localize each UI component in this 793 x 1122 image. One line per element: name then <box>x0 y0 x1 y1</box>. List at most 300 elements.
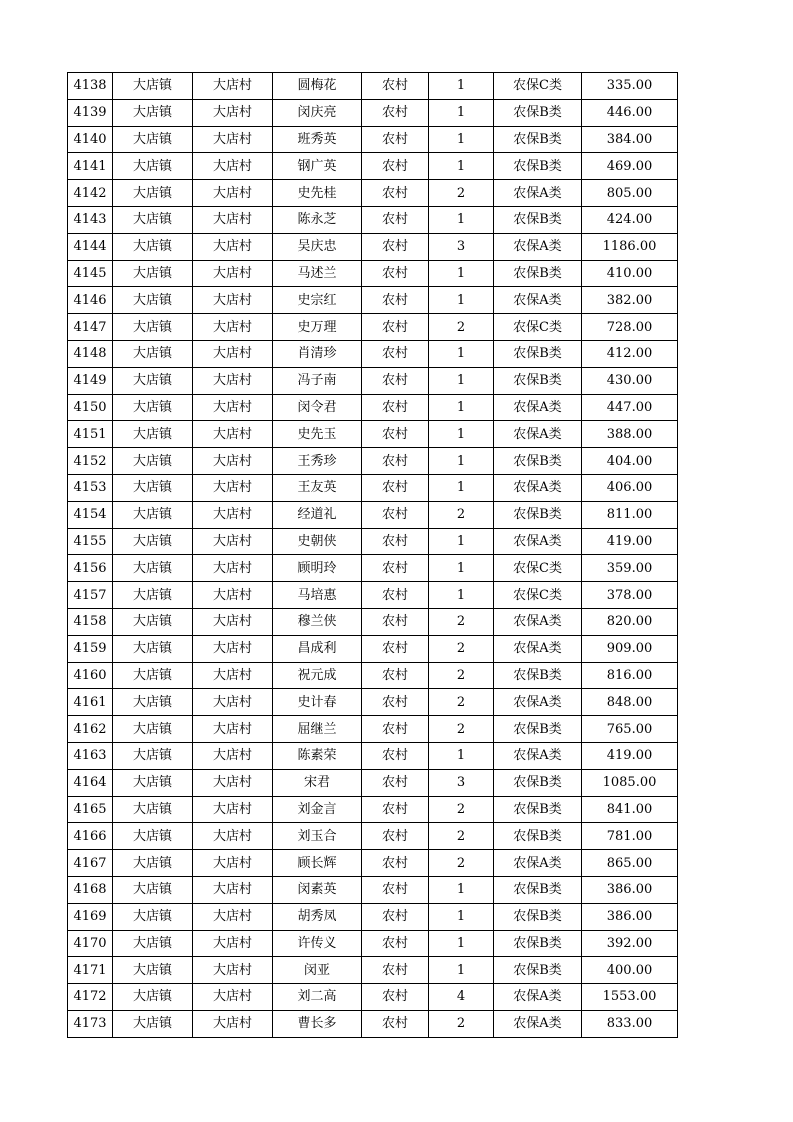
table-row <box>68 876 678 903</box>
record-number-cell: 4151 <box>68 421 113 448</box>
household-type-cell: 农村 <box>362 260 429 287</box>
household-type-cell: 农村 <box>362 528 429 555</box>
insurance-category-cell: 农保B类 <box>494 823 582 850</box>
village-cell: 大店村 <box>193 394 273 421</box>
person-name-cell: 刘二高 <box>273 984 362 1011</box>
insurance-category-cell: 农保A类 <box>494 394 582 421</box>
town-cell: 大店镇 <box>113 984 193 1011</box>
table-row <box>68 796 678 823</box>
village-cell: 大店村 <box>193 73 273 100</box>
insurance-category-cell: 农保A类 <box>494 474 582 501</box>
amount-cell: 378.00 <box>582 582 678 609</box>
household-type-cell: 农村 <box>362 474 429 501</box>
amount-cell: 430.00 <box>582 367 678 394</box>
table-row <box>68 474 678 501</box>
village-cell: 大店村 <box>193 796 273 823</box>
town-cell: 大店镇 <box>113 850 193 877</box>
household-type-cell: 农村 <box>362 126 429 153</box>
table-row <box>68 421 678 448</box>
household-size-cell: 2 <box>429 850 494 877</box>
amount-cell: 833.00 <box>582 1010 678 1037</box>
person-name-cell: 曹长多 <box>273 1010 362 1037</box>
household-type-cell: 农村 <box>362 662 429 689</box>
town-cell: 大店镇 <box>113 930 193 957</box>
person-name-cell: 祝元成 <box>273 662 362 689</box>
insurance-category-cell: 农保B类 <box>494 903 582 930</box>
amount-cell: 335.00 <box>582 73 678 100</box>
village-cell: 大店村 <box>193 957 273 984</box>
town-cell: 大店镇 <box>113 367 193 394</box>
household-size-cell: 2 <box>429 796 494 823</box>
record-number-cell: 4156 <box>68 555 113 582</box>
village-cell: 大店村 <box>193 635 273 662</box>
household-type-cell: 农村 <box>362 153 429 180</box>
village-cell: 大店村 <box>193 126 273 153</box>
amount-cell: 392.00 <box>582 930 678 957</box>
town-cell: 大店镇 <box>113 180 193 207</box>
household-size-cell: 2 <box>429 314 494 341</box>
table-row <box>68 367 678 394</box>
insurance-category-cell: 农保A类 <box>494 528 582 555</box>
amount-cell: 469.00 <box>582 153 678 180</box>
town-cell: 大店镇 <box>113 528 193 555</box>
village-cell: 大店村 <box>193 340 273 367</box>
table-row <box>68 206 678 233</box>
amount-cell: 400.00 <box>582 957 678 984</box>
person-name-cell: 史朝侠 <box>273 528 362 555</box>
amount-cell: 816.00 <box>582 662 678 689</box>
household-type-cell: 农村 <box>362 367 429 394</box>
record-number-cell: 4168 <box>68 876 113 903</box>
record-number-cell: 4162 <box>68 716 113 743</box>
household-size-cell: 1 <box>429 903 494 930</box>
amount-cell: 909.00 <box>582 635 678 662</box>
village-cell: 大店村 <box>193 850 273 877</box>
insurance-category-cell: 农保A类 <box>494 233 582 260</box>
household-type-cell: 农村 <box>362 233 429 260</box>
household-type-cell: 农村 <box>362 99 429 126</box>
amount-cell: 447.00 <box>582 394 678 421</box>
village-cell: 大店村 <box>193 662 273 689</box>
household-size-cell: 1 <box>429 206 494 233</box>
person-name-cell: 刘金言 <box>273 796 362 823</box>
town-cell: 大店镇 <box>113 742 193 769</box>
person-name-cell: 史万理 <box>273 314 362 341</box>
record-number-cell: 4172 <box>68 984 113 1011</box>
amount-cell: 1553.00 <box>582 984 678 1011</box>
household-size-cell: 1 <box>429 126 494 153</box>
village-cell: 大店村 <box>193 528 273 555</box>
amount-cell: 424.00 <box>582 206 678 233</box>
household-type-cell: 农村 <box>362 448 429 475</box>
household-size-cell: 1 <box>429 876 494 903</box>
household-size-cell: 1 <box>429 394 494 421</box>
table-body <box>68 73 678 1038</box>
household-size-cell: 2 <box>429 501 494 528</box>
insurance-category-cell: 农保B类 <box>494 501 582 528</box>
record-number-cell: 4142 <box>68 180 113 207</box>
amount-cell: 865.00 <box>582 850 678 877</box>
insurance-category-cell: 农保A类 <box>494 608 582 635</box>
household-size-cell: 1 <box>429 260 494 287</box>
record-number-cell: 4171 <box>68 957 113 984</box>
person-name-cell: 屈继兰 <box>273 716 362 743</box>
town-cell: 大店镇 <box>113 233 193 260</box>
table-row <box>68 180 678 207</box>
person-name-cell: 史计春 <box>273 689 362 716</box>
insurance-category-cell: 农保B类 <box>494 662 582 689</box>
record-number-cell: 4159 <box>68 635 113 662</box>
record-number-cell: 4161 <box>68 689 113 716</box>
table-row <box>68 448 678 475</box>
table-row <box>68 260 678 287</box>
town-cell: 大店镇 <box>113 314 193 341</box>
insurance-category-cell: 农保A类 <box>494 287 582 314</box>
town-cell: 大店镇 <box>113 73 193 100</box>
household-size-cell: 1 <box>429 957 494 984</box>
table-row <box>68 233 678 260</box>
town-cell: 大店镇 <box>113 99 193 126</box>
amount-cell: 446.00 <box>582 99 678 126</box>
insurance-category-cell: 农保A类 <box>494 1010 582 1037</box>
amount-cell: 404.00 <box>582 448 678 475</box>
town-cell: 大店镇 <box>113 421 193 448</box>
insurance-category-cell: 农保B类 <box>494 367 582 394</box>
village-cell: 大店村 <box>193 287 273 314</box>
insurance-category-cell: 农保B类 <box>494 206 582 233</box>
amount-cell: 386.00 <box>582 903 678 930</box>
insurance-category-cell: 农保C类 <box>494 582 582 609</box>
household-type-cell: 农村 <box>362 421 429 448</box>
table-row <box>68 314 678 341</box>
household-type-cell: 农村 <box>362 1010 429 1037</box>
record-number-cell: 4167 <box>68 850 113 877</box>
record-number-cell: 4145 <box>68 260 113 287</box>
record-number-cell: 4166 <box>68 823 113 850</box>
town-cell: 大店镇 <box>113 608 193 635</box>
household-size-cell: 1 <box>429 474 494 501</box>
table-row <box>68 742 678 769</box>
record-number-cell: 4153 <box>68 474 113 501</box>
household-type-cell: 农村 <box>362 716 429 743</box>
town-cell: 大店镇 <box>113 662 193 689</box>
insurance-category-cell: 农保A类 <box>494 421 582 448</box>
town-cell: 大店镇 <box>113 1010 193 1037</box>
town-cell: 大店镇 <box>113 340 193 367</box>
record-number-cell: 4165 <box>68 796 113 823</box>
record-number-cell: 4155 <box>68 528 113 555</box>
person-name-cell: 冯子南 <box>273 367 362 394</box>
person-name-cell: 班秀英 <box>273 126 362 153</box>
amount-cell: 412.00 <box>582 340 678 367</box>
household-size-cell: 1 <box>429 73 494 100</box>
amount-cell: 781.00 <box>582 823 678 850</box>
insurance-category-cell: 农保B类 <box>494 930 582 957</box>
town-cell: 大店镇 <box>113 582 193 609</box>
person-name-cell: 王友英 <box>273 474 362 501</box>
amount-cell: 384.00 <box>582 126 678 153</box>
amount-cell: 419.00 <box>582 528 678 555</box>
village-cell: 大店村 <box>193 769 273 796</box>
village-cell: 大店村 <box>193 421 273 448</box>
person-name-cell: 肖清珍 <box>273 340 362 367</box>
household-type-cell: 农村 <box>362 73 429 100</box>
record-number-cell: 4141 <box>68 153 113 180</box>
village-cell: 大店村 <box>193 876 273 903</box>
village-cell: 大店村 <box>193 474 273 501</box>
person-name-cell: 闵素英 <box>273 876 362 903</box>
household-type-cell: 农村 <box>362 850 429 877</box>
household-size-cell: 1 <box>429 421 494 448</box>
household-size-cell: 1 <box>429 287 494 314</box>
table-row <box>68 689 678 716</box>
table-row <box>68 287 678 314</box>
record-number-cell: 4146 <box>68 287 113 314</box>
town-cell: 大店镇 <box>113 394 193 421</box>
village-cell: 大店村 <box>193 582 273 609</box>
person-name-cell: 吴庆忠 <box>273 233 362 260</box>
person-name-cell: 陈素荣 <box>273 742 362 769</box>
household-size-cell: 1 <box>429 555 494 582</box>
person-name-cell: 顾长辉 <box>273 850 362 877</box>
record-number-cell: 4164 <box>68 769 113 796</box>
amount-cell: 419.00 <box>582 742 678 769</box>
person-name-cell: 史先桂 <box>273 180 362 207</box>
person-name-cell: 闵庆亮 <box>273 99 362 126</box>
insurance-category-cell: 农保C类 <box>494 314 582 341</box>
household-type-cell: 农村 <box>362 287 429 314</box>
village-cell: 大店村 <box>193 206 273 233</box>
insurance-category-cell: 农保B类 <box>494 796 582 823</box>
insurance-category-cell: 农保A类 <box>494 742 582 769</box>
person-name-cell: 钢广英 <box>273 153 362 180</box>
table-row <box>68 1010 678 1037</box>
insurance-category-cell: 农保B类 <box>494 769 582 796</box>
insurance-category-cell: 农保B类 <box>494 99 582 126</box>
table-row <box>68 662 678 689</box>
person-name-cell: 宋君 <box>273 769 362 796</box>
village-cell: 大店村 <box>193 314 273 341</box>
town-cell: 大店镇 <box>113 287 193 314</box>
insurance-category-cell: 农保B类 <box>494 260 582 287</box>
household-size-cell: 2 <box>429 635 494 662</box>
amount-cell: 388.00 <box>582 421 678 448</box>
insurance-category-cell: 农保C类 <box>494 73 582 100</box>
town-cell: 大店镇 <box>113 153 193 180</box>
household-type-cell: 农村 <box>362 769 429 796</box>
town-cell: 大店镇 <box>113 796 193 823</box>
person-name-cell: 马培惠 <box>273 582 362 609</box>
amount-cell: 386.00 <box>582 876 678 903</box>
insurance-category-cell: 农保B类 <box>494 340 582 367</box>
household-size-cell: 3 <box>429 769 494 796</box>
household-size-cell: 1 <box>429 99 494 126</box>
amount-cell: 410.00 <box>582 260 678 287</box>
amount-cell: 728.00 <box>582 314 678 341</box>
insurance-category-cell: 农保B类 <box>494 153 582 180</box>
amount-cell: 1085.00 <box>582 769 678 796</box>
table-row <box>68 153 678 180</box>
household-type-cell: 农村 <box>362 394 429 421</box>
household-type-cell: 农村 <box>362 930 429 957</box>
person-name-cell: 许传义 <box>273 930 362 957</box>
person-name-cell: 史宗红 <box>273 287 362 314</box>
town-cell: 大店镇 <box>113 206 193 233</box>
record-number-cell: 4169 <box>68 903 113 930</box>
village-cell: 大店村 <box>193 823 273 850</box>
amount-cell: 805.00 <box>582 180 678 207</box>
household-type-cell: 农村 <box>362 340 429 367</box>
table-row <box>68 394 678 421</box>
household-type-cell: 农村 <box>362 314 429 341</box>
table-row <box>68 340 678 367</box>
household-type-cell: 农村 <box>362 555 429 582</box>
town-cell: 大店镇 <box>113 635 193 662</box>
household-size-cell: 2 <box>429 689 494 716</box>
household-type-cell: 农村 <box>362 984 429 1011</box>
household-type-cell: 农村 <box>362 823 429 850</box>
town-cell: 大店镇 <box>113 555 193 582</box>
village-cell: 大店村 <box>193 233 273 260</box>
household-type-cell: 农村 <box>362 742 429 769</box>
beneficiary-table <box>67 72 678 1038</box>
record-number-cell: 4158 <box>68 608 113 635</box>
person-name-cell: 马述兰 <box>273 260 362 287</box>
village-cell: 大店村 <box>193 153 273 180</box>
person-name-cell: 王秀珍 <box>273 448 362 475</box>
household-size-cell: 2 <box>429 608 494 635</box>
village-cell: 大店村 <box>193 501 273 528</box>
town-cell: 大店镇 <box>113 448 193 475</box>
amount-cell: 811.00 <box>582 501 678 528</box>
household-type-cell: 农村 <box>362 582 429 609</box>
household-type-cell: 农村 <box>362 180 429 207</box>
town-cell: 大店镇 <box>113 126 193 153</box>
household-size-cell: 1 <box>429 367 494 394</box>
household-size-cell: 1 <box>429 340 494 367</box>
household-type-cell: 农村 <box>362 501 429 528</box>
amount-cell: 848.00 <box>582 689 678 716</box>
amount-cell: 359.00 <box>582 555 678 582</box>
household-size-cell: 1 <box>429 930 494 957</box>
town-cell: 大店镇 <box>113 876 193 903</box>
village-cell: 大店村 <box>193 742 273 769</box>
record-number-cell: 4152 <box>68 448 113 475</box>
person-name-cell: 刘玉合 <box>273 823 362 850</box>
household-size-cell: 1 <box>429 448 494 475</box>
household-type-cell: 农村 <box>362 876 429 903</box>
household-size-cell: 3 <box>429 233 494 260</box>
insurance-category-cell: 农保A类 <box>494 689 582 716</box>
record-number-cell: 4173 <box>68 1010 113 1037</box>
household-size-cell: 1 <box>429 742 494 769</box>
town-cell: 大店镇 <box>113 260 193 287</box>
table-row <box>68 850 678 877</box>
record-number-cell: 4154 <box>68 501 113 528</box>
village-cell: 大店村 <box>193 930 273 957</box>
table-row <box>68 635 678 662</box>
record-number-cell: 4140 <box>68 126 113 153</box>
household-type-cell: 农村 <box>362 635 429 662</box>
table-row <box>68 126 678 153</box>
village-cell: 大店村 <box>193 367 273 394</box>
record-number-cell: 4150 <box>68 394 113 421</box>
table-row <box>68 73 678 100</box>
village-cell: 大店村 <box>193 180 273 207</box>
household-type-cell: 农村 <box>362 206 429 233</box>
insurance-category-cell: 农保B类 <box>494 957 582 984</box>
table-row <box>68 716 678 743</box>
record-number-cell: 4139 <box>68 99 113 126</box>
town-cell: 大店镇 <box>113 957 193 984</box>
insurance-category-cell: 农保A类 <box>494 635 582 662</box>
household-type-cell: 农村 <box>362 957 429 984</box>
insurance-category-cell: 农保B类 <box>494 716 582 743</box>
person-name-cell: 昌成利 <box>273 635 362 662</box>
household-size-cell: 2 <box>429 180 494 207</box>
person-name-cell: 圆梅花 <box>273 73 362 100</box>
household-size-cell: 1 <box>429 582 494 609</box>
insurance-category-cell: 农保A类 <box>494 180 582 207</box>
village-cell: 大店村 <box>193 689 273 716</box>
table-row <box>68 582 678 609</box>
insurance-category-cell: 农保B类 <box>494 448 582 475</box>
record-number-cell: 4163 <box>68 742 113 769</box>
table-row <box>68 903 678 930</box>
table-row <box>68 957 678 984</box>
amount-cell: 820.00 <box>582 608 678 635</box>
table-row <box>68 984 678 1011</box>
record-number-cell: 4144 <box>68 233 113 260</box>
insurance-category-cell: 农保A类 <box>494 984 582 1011</box>
village-cell: 大店村 <box>193 1010 273 1037</box>
household-type-cell: 农村 <box>362 903 429 930</box>
village-cell: 大店村 <box>193 716 273 743</box>
village-cell: 大店村 <box>193 260 273 287</box>
household-type-cell: 农村 <box>362 608 429 635</box>
person-name-cell: 史先玉 <box>273 421 362 448</box>
town-cell: 大店镇 <box>113 474 193 501</box>
record-number-cell: 4148 <box>68 340 113 367</box>
amount-cell: 841.00 <box>582 796 678 823</box>
insurance-category-cell: 农保B类 <box>494 126 582 153</box>
amount-cell: 406.00 <box>582 474 678 501</box>
town-cell: 大店镇 <box>113 501 193 528</box>
record-number-cell: 4157 <box>68 582 113 609</box>
household-type-cell: 农村 <box>362 796 429 823</box>
person-name-cell: 闵亚 <box>273 957 362 984</box>
table-row <box>68 769 678 796</box>
table-row <box>68 823 678 850</box>
record-number-cell: 4160 <box>68 662 113 689</box>
table-row <box>68 930 678 957</box>
household-size-cell: 4 <box>429 984 494 1011</box>
town-cell: 大店镇 <box>113 823 193 850</box>
village-cell: 大店村 <box>193 555 273 582</box>
amount-cell: 765.00 <box>582 716 678 743</box>
town-cell: 大店镇 <box>113 716 193 743</box>
town-cell: 大店镇 <box>113 689 193 716</box>
household-size-cell: 2 <box>429 1010 494 1037</box>
table-row <box>68 501 678 528</box>
household-type-cell: 农村 <box>362 689 429 716</box>
record-number-cell: 4138 <box>68 73 113 100</box>
record-number-cell: 4149 <box>68 367 113 394</box>
insurance-category-cell: 农保B类 <box>494 876 582 903</box>
table-row <box>68 99 678 126</box>
person-name-cell: 闵令君 <box>273 394 362 421</box>
village-cell: 大店村 <box>193 608 273 635</box>
